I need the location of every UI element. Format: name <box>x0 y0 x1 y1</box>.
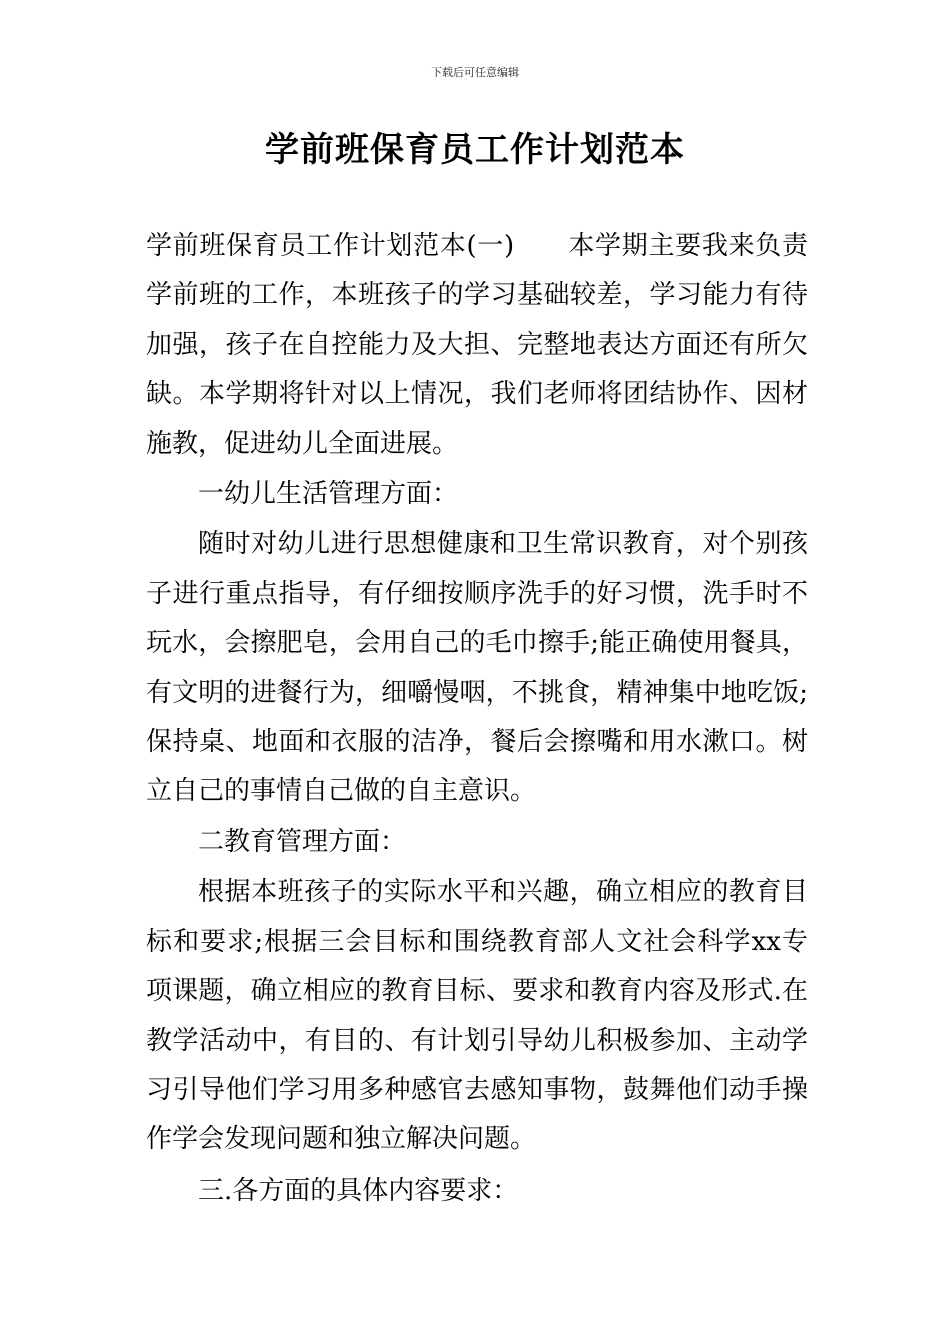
section-heading-education-management: 二教育管理方面： <box>198 826 407 857</box>
intro-paragraph: 学前班保育员工作计划范本(一) 本学期主要我来负责学前班的工作，本班孩子的学习基础较差，学习能力有待加强，孩子在自控能力及大担、完整地表达方面还有所欠缺。本学期将针对以上情况，我们老师将团结协作、因材施教，促进幼儿全面进展。 <box>146 231 808 459</box>
life-management-paragraph: 随时对幼儿进行思想健康和卫生常识教育，对个别孩子进行重点指导，有仔细按顺序洗手的好习惯，洗手时不玩水，会擦肥皂，会用自己的毛巾擦手;能正确使用餐具，有文明的进餐行为，细嚼慢咽，不挑食，精神集中地吃饭;保持桌、地面和衣服的洁净，餐后会擦嘴和用水漱口。树立自己的事情自己做的自主意识。 <box>146 529 808 807</box>
document-title: 学前班保育员工作计划范本 <box>265 130 685 170</box>
document-body <box>146 222 808 1216</box>
section-heading-specific-requirements: 三.各方面的具体内容要求： <box>198 1175 519 1206</box>
section-heading-life-management: 一幼儿生活管理方面： <box>198 479 459 510</box>
header-note: 下载后可任意编辑 <box>431 66 519 79</box>
education-management-paragraph: 根据本班孩子的实际水平和兴趣，确立相应的教育目标和要求;根据三会目标和围绕教育部人文社会科学xx专项课题，确立相应的教育目标、要求和教育内容及形式.在教学活动中，有目的、有计划引导幼儿积极参加、主动学习引导他们学习用多种感官去感知事物，鼓舞他们动手操作学会发现问题和独立解决问题。 <box>146 877 808 1155</box>
